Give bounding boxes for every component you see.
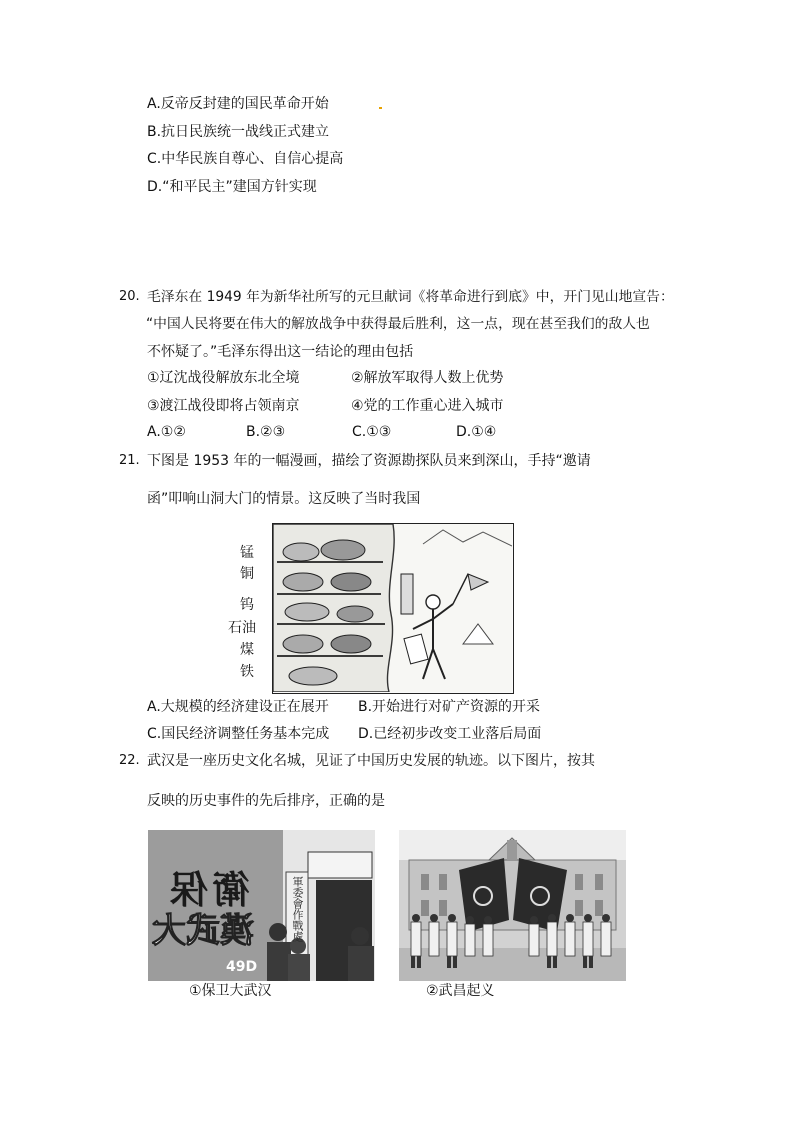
q20-stem-line1: 毛泽东在 1949 年为新华社所写的元旦献词《将革命进行到底》中，开门见山地宣告： — [147, 289, 674, 305]
q21-option-d: D.已经初步改变工业落后局面 — [358, 726, 542, 742]
q21-option-a: A.大规模的经济建设正在展开 — [147, 699, 329, 715]
q19-option-c: C.中华民族自尊心、自信心提高 — [147, 151, 344, 167]
vertical-sign: 軍委會作戰處 — [291, 876, 304, 942]
figure-label-iron: 铁 — [240, 664, 254, 680]
q20-item-1: ①辽沈战役解放东北全境 — [147, 370, 300, 386]
q21-number: 21. — [119, 453, 140, 468]
q20-choice-d: D.①④ — [456, 424, 497, 440]
figure-label-petroleum: 石油 — [228, 620, 256, 636]
q21-option-c: C.国民经济调整任务基本完成 — [147, 726, 330, 742]
figure-label-tungsten: 钨 — [240, 597, 254, 613]
q20-item-3: ③渡江战役即将占领南京 — [147, 398, 300, 414]
q22-number: 22. — [119, 753, 140, 768]
q20-number: 20. — [119, 289, 140, 304]
photo-mark: 49D — [226, 959, 258, 975]
q20-choice-c: C.①③ — [352, 424, 392, 440]
q20-item-2: ②解放军取得人数上优势 — [351, 370, 504, 386]
q20-stem-line2: “中国人民将要在伟大的解放战争中获得最后胜利，这一点，现在甚至我们的敌人也 — [146, 316, 650, 332]
q21-option-b: B.开始进行对矿产资源的开采 — [358, 699, 541, 715]
q19-option-d: D.“和平民主”建国方针实现 — [147, 179, 317, 195]
q20-choice-b: B.②③ — [246, 424, 286, 440]
stray-mark — [379, 107, 382, 109]
photo-defend-wuhan — [148, 830, 375, 981]
q20-choice-a: A.①② — [147, 424, 186, 440]
q20-item-4: ④党的工作重心进入城市 — [351, 398, 504, 414]
q22-stem-line2: 反映的历史事件的先后排序，正确的是 — [147, 793, 385, 809]
slogan-top: 衛保 — [166, 867, 251, 912]
resource-cartoon — [272, 523, 514, 694]
q19-option-a: A.反帝反封建的国民革命开始 — [147, 96, 329, 112]
q21-stem-line1: 下图是 1953 年的一幅漫画，描绘了资源勘探队员来到深山，手持“邀请 — [147, 453, 591, 469]
photo2-caption: ②武昌起义 — [426, 983, 495, 999]
q19-option-b: B.抗日民族统一战线正式建立 — [147, 124, 330, 140]
q22-stem-line1: 武汉是一座历史文化名城，见证了中国历史发展的轨迹。以下图片，按其 — [147, 753, 595, 769]
figure-label-copper: 铜 — [240, 566, 254, 582]
photo1-caption: ①保卫大武汉 — [189, 983, 272, 999]
photo-wuchang-uprising-art — [399, 830, 626, 981]
figure-label-coal: 煤 — [240, 642, 254, 658]
q20-stem-line3: 不怀疑了。”毛泽东得出这一结论的理由包括 — [147, 344, 414, 360]
q21-stem-line2: 函”叩响山洞大门的情景。这反映了当时我国 — [147, 491, 421, 507]
figure-label-manganese: 锰 — [240, 545, 254, 561]
cartoon-drawing — [273, 524, 512, 692]
photo-wuchang-uprising — [399, 830, 626, 981]
slogan-bottom: 漢武大 — [152, 911, 254, 951]
